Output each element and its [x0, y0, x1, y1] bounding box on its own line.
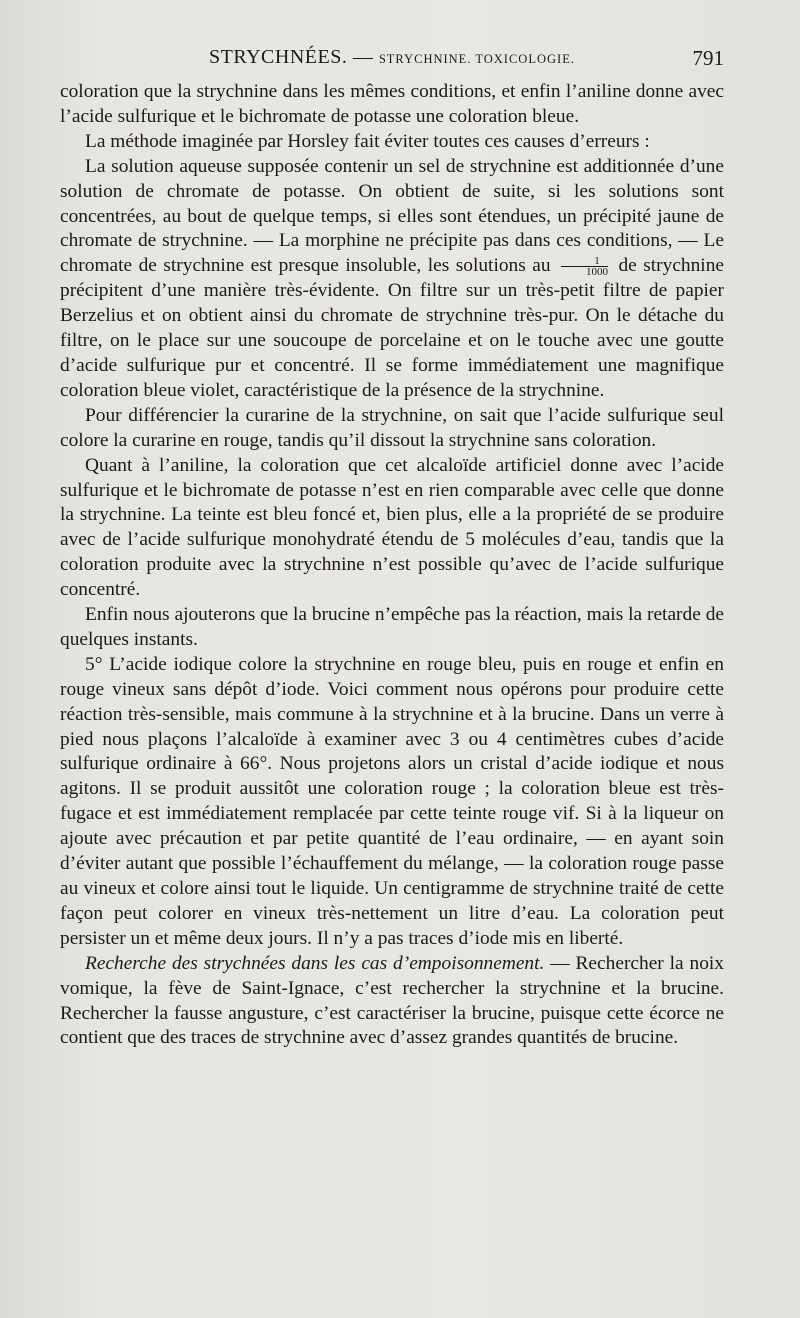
chromate-text-start: La solution aqueuse supposée contenir un sel de strychnine est additionnée d’une solution de chromate de potasse. On obtient de suite, si les solutions sont concentrées, au bout de quelque temps, si elles sont étendues, un précipité jaune de chromate de strychnine. — La morphine ne précipite pas dans ces conditions, — Le chromate de strychnine est presque insoluble, les solutions au [60, 155, 724, 277]
fraction-one-thousandth [561, 256, 608, 277]
running-title-main: STRYCHNÉES. [209, 46, 348, 68]
running-title [60, 46, 724, 69]
body-text [60, 80, 724, 1051]
paragraph-iodic-acid: 5° L’acide iodique colore la strychnine en rouge bleu, puis en rouge et enfin en rouge vineux sans dépôt d’iode. Voici comment nous opérons pour produire cette réaction très-sensible, mais commune à la strychnine et à la brucine. Dans un verre à pied nous plaçons l’alcaloïde à examiner avec 3 ou 4 centimètres cubes d’acide sulfurique ordinaire à 66°. Nous projetons alors un cristal d’acide iodique et nous agitons. Il se produit aussitôt une coloration rouge ; la coloration bleue est très-fugace et est immédiatement remplacée par cette teinte rouge vif. Si à la liqueur on ajoute avec précaution et par petite quantité de l’eau ordinaire, — en ayant soin d’éviter autant que possible l’échauffement du mélange, — la coloration rouge passe au vineux et colore ainsi tout le liquide. Un centigramme de strychnine traité de cette façon peut colorer en vineux très-nettement un litre d’eau. La coloration peut persister un et même deux jours. Il n’y a pas traces d’iode mis en liberté. [60, 653, 724, 949]
running-title-sub: STRYCHNINE. TOXICOLOGIE. [378, 52, 575, 66]
paragraph-aniline: Quant à l’aniline, la coloration que cet alcaloïde artificiel donne avec l’acide sulfurique et le bichromate de potasse n’est en rien comparable avec celle que donne la strychnine. La teinte est bleu foncé et, bien plus, elle a la propriété de se produire avec de l’acide sulfurique monohydraté étendu de 5 molécules d’eau, tandis que la coloration produite avec la strychnine n’est possible qu’avec de l’acide sulfurique concentré. [60, 454, 724, 601]
paragraph-poisoning-search [60, 952, 724, 1052]
running-header [60, 46, 724, 76]
paragraph-chromate-test [60, 155, 724, 404]
paragraph-curarine: Pour différencier la curarine de la strychnine, on sait que l’acide sulfurique seul colore la curarine en rouge, tandis qu’il dissout la strychnine sans coloration. [60, 404, 724, 451]
paragraph-brucine: Enfin nous ajouterons que la brucine n’empêche pas la réaction, mais la retarde de quelques instants. [60, 604, 724, 650]
fraction-numerator: 1 [561, 256, 608, 267]
poisoning-search-text: — Rechercher la noix vomique, la fève de Saint-Ignace, c’est rechercher la strychnine et la brucine. Rechercher la fausse angusture, c’est caractériser la brucine, puisque cette écorce ne contient que des traces de strychnine avec d’assez grandes quantités de brucine. [60, 952, 724, 1049]
section-heading-italic: Recherche des strychnées dans les cas d’empoisonnement. [85, 952, 545, 974]
paragraph-horsley-method: La méthode imaginée par Horsley fait éviter toutes ces causes d’erreurs : [85, 130, 650, 152]
running-title-separator: — [352, 46, 374, 68]
fraction-denominator: 1000 [586, 266, 608, 279]
chromate-text-end: de strychnine précipitent d’une manière très-évidente. On filtre sur un très-petit filtre de papier Berzelius et on obtient ainsi du chromate de strychnine très-pur. On le détache du filtre, on le place sur une soucoupe de porcelaine et on le touche avec une goutte d’acide sulfurique pur et concentré. Il se forme immédiatement une magnifique coloration bleue violet, caractéristique de la présence de la strychnine. [60, 255, 724, 401]
page-number: 791 [692, 46, 724, 70]
paragraph-continued: coloration que la strychnine dans les mêmes conditions, et enfin l’aniline donne avec l’acide sulfurique et le bichromate de potasse une coloration bleue. [60, 81, 724, 127]
